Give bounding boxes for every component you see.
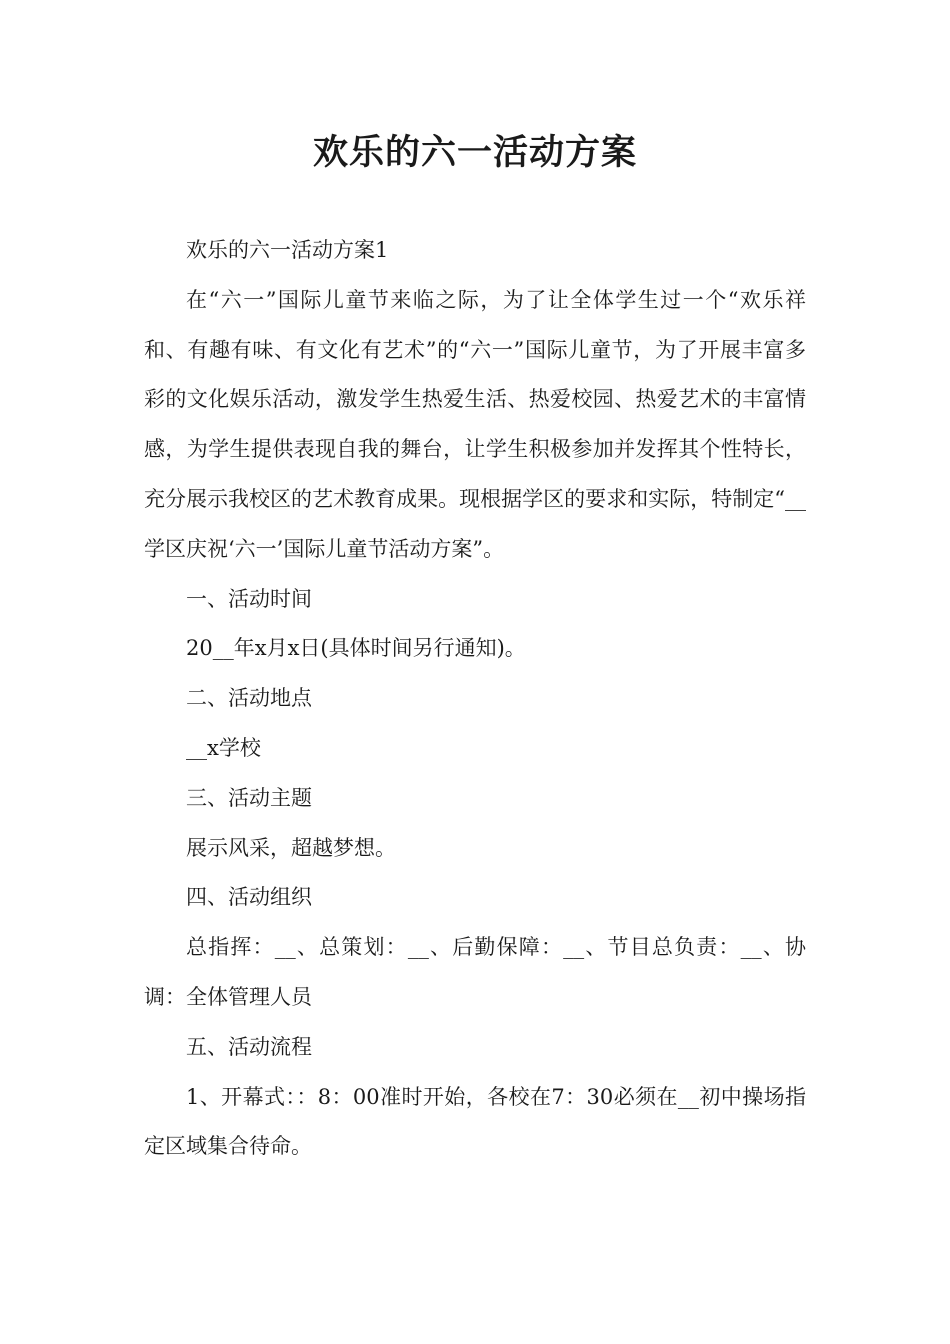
intro-paragraph: 在“六一”国际儿童节来临之际，为了让全体学生过一个“欢乐祥和、有趣有味、有文化有艺术”的“六一”国际儿童节，为了开展丰富多彩的文化娱乐活动，激发学生热爱生活、热爱校园、热爱艺术的丰富情感，为学生提供表现自我的舞台，让学生积极参加并发挥其个性特长，充分展示我校区的艺术教育成果。现根据学区的要求和实际，特制定“__学区庆祝‘六一’国际儿童节活动方案”。	[144, 287, 806, 561]
section-heading-theme: 三、活动主题	[186, 785, 312, 810]
section-heading-plan-1: 欢乐的六一活动方案1	[186, 238, 389, 262]
document-body	[144, 226, 806, 1172]
organization-text: 总指挥：__、总策划：__、后勤保障：__、节目总负责：__、协调：全体管理人员	[144, 935, 806, 1009]
section-heading-time: 一、活动时间	[186, 586, 312, 611]
activity-theme-text: 展示风采，超越梦想。	[186, 835, 396, 860]
section-heading-organization: 四、活动组织	[186, 885, 312, 910]
activity-location-text: __x学校	[186, 735, 261, 760]
section-heading-process: 五、活动流程	[186, 1034, 312, 1059]
section-heading-location: 二、活动地点	[186, 686, 312, 711]
activity-time-text: 20__年x月x日(具体时间另行通知)。	[186, 636, 526, 661]
process-step-1-text: 1、开幕式：：8：00准时开始，各校在7：30必须在__初中操场指定区域集合待命。	[144, 1084, 806, 1159]
document-title: 欢乐的六一活动方案	[312, 132, 637, 173]
